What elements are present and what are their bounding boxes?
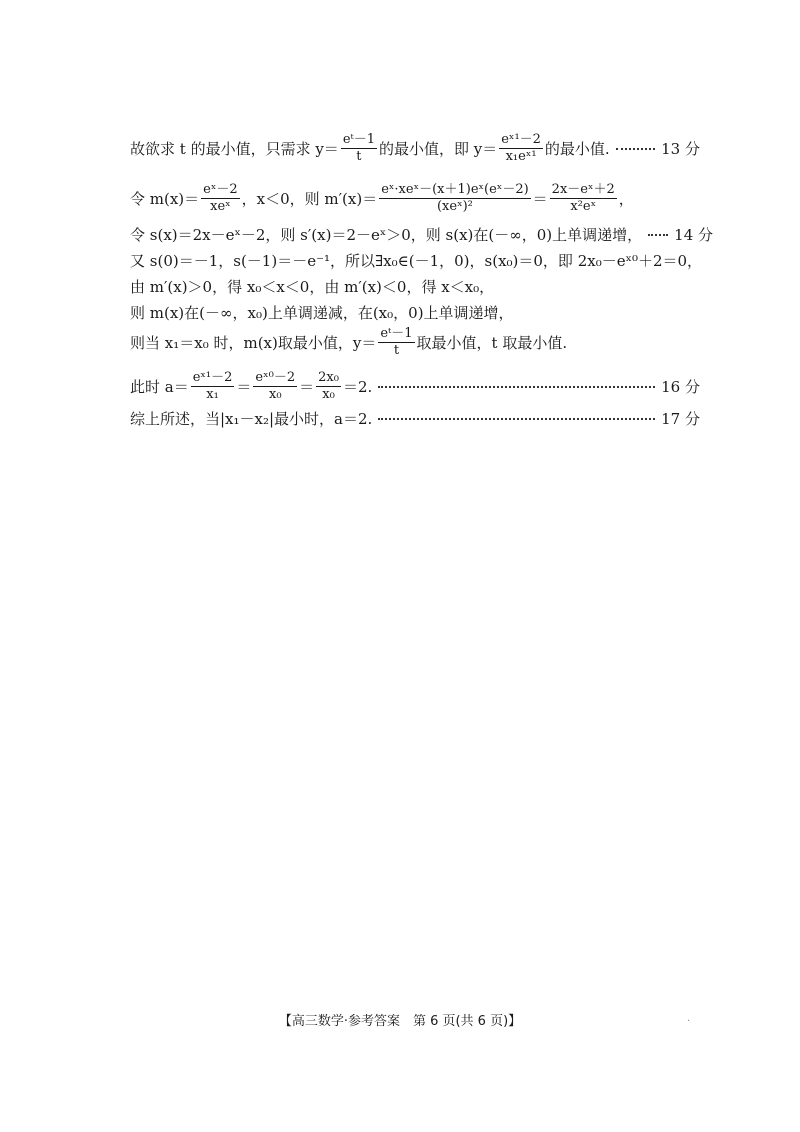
line-9-text: 综上所述，当|x₁－x₂|最小时，a＝2.: [130, 410, 373, 428]
score-16: 16 分: [661, 378, 700, 397]
line-8-text-post: ＝2.: [342, 378, 373, 397]
solution-line-3: [130, 224, 714, 245]
fraction-a-x1: $\frac{\text{eˣ¹－2}}{\text{x₁}}$: [192, 370, 233, 403]
line-1-text-mid: 的最小值，即 y＝: [378, 140, 498, 159]
fraction-e-t-minus-1-over-t: $\frac{\text{eᵗ－1}}{t}$: [380, 326, 413, 359]
solution-line-6: [130, 302, 700, 323]
line-4-text: 又 s(0)＝－1，s(－1)＝－e⁻¹，所以∃x₀∈(－1，0)，s(x₀)＝0，即 2x₀－eˣ⁰＋2＝0，: [130, 252, 703, 270]
line-3-text: 令 s(x)＝2x－eˣ－2，则 s′(x)＝2－eˣ＞0，则 s(x)在(－∞，0)上单调递增，: [130, 226, 643, 244]
line-2-text-mid2: ＝: [532, 190, 548, 209]
line-6-text: 则 m(x)在(－∞，x₀)上单调递减，在(x₀，0)上单调递增，: [130, 304, 514, 322]
fraction-e-t-minus-1-over-t: $\frac{\text{eᵗ－1}}{t}$: [342, 132, 375, 165]
line-5-text: 由 m′(x)＞0，得 x₀＜x＜0，由 m′(x)＜0，得 x＜x₀，: [130, 278, 495, 296]
page-footer: 【高三数学·参考答案 第 6 页(共 6 页)】: [278, 1014, 522, 1029]
solution-line-5: [130, 276, 700, 297]
line-8-text-pre: 此时 a＝: [130, 378, 189, 397]
solution-line-1: [130, 132, 700, 166]
line-1-text-pre: 故欲求 t 的最小值，只需求 y＝: [130, 140, 339, 159]
solution-line-9: [130, 408, 700, 429]
line-2-text-pre: 令 m(x)＝: [130, 190, 200, 209]
line-7-text-post: 取最小值，t 取最小值.: [416, 334, 568, 353]
line-8-text-mid: ＝: [236, 378, 252, 397]
solution-line-4: [130, 250, 703, 271]
fraction-y-expression: $\frac{\text{eˣ¹－2}}{\text{x₁eˣ¹}}$: [501, 132, 541, 165]
fraction-2x0-over-x0: $\frac{\text{2x₀}}{\text{x₀}}$: [318, 370, 339, 403]
fraction-a-x0: $\frac{\text{eˣ⁰－2}}{\text{x₀}}$: [255, 370, 296, 403]
fraction-m-derivative: $\frac{\text{eˣ·xeˣ－(x＋1)eˣ(eˣ－2)}}{\text{(xeˣ)²}}$: [381, 182, 529, 215]
score-14: 14 分: [674, 226, 714, 244]
line-7-text-pre: 则当 x₁＝x₀ 时，m(x)取最小值，y＝: [130, 334, 377, 353]
solution-line-8: [130, 370, 700, 404]
score-13: 13 分: [661, 140, 700, 159]
line-2-text-mid: ，x＜0，则 m′(x)＝: [241, 190, 378, 209]
solution-line-7: [130, 326, 700, 360]
fraction-m-derivative-simplified: $\frac{\text{2x－eˣ＋2}}{\text{x²eˣ}}$: [551, 182, 615, 215]
leader-dots: [378, 418, 655, 420]
leader-dots: [378, 386, 655, 388]
solution-line-2: [130, 182, 700, 216]
line-8-text-mid2: ＝: [299, 378, 315, 397]
score-17: 17 分: [661, 410, 700, 428]
fraction-m-definition: $\frac{\text{eˣ－2}}{\text{xeˣ}}$: [203, 182, 238, 215]
line-1-text-post: 的最小值.: [544, 140, 610, 159]
leader-dots: [648, 234, 668, 236]
leader-dots: [616, 148, 655, 150]
line-2-text-post: ，: [618, 190, 634, 209]
corner-mark: ·: [687, 1016, 691, 1027]
